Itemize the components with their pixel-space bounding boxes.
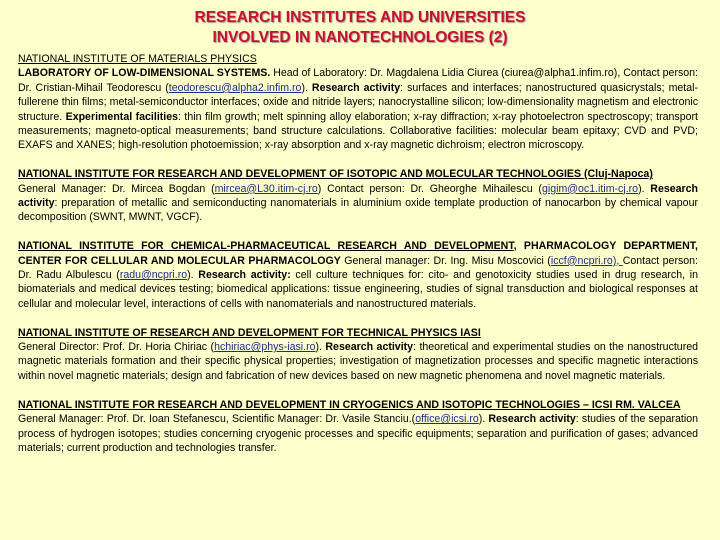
institute-heading: NATIONAL INSTITUTE FOR RESEARCH AND DEVELOPMENT OF ISOTOPIC AND MOLECULAR TECHNOLOGIES (Cluj-Napoca) — [18, 168, 653, 181]
research-activity-label: Research activity: — [198, 269, 291, 282]
research-activity-label: Research activity — [311, 81, 401, 94]
section-text: : studies of the separation process of hydrogen isotopes; studies concerning cryogenic processes and specific equipments; separation and purification of gases; advanced materials; current production and technologies transfer. — [18, 413, 699, 454]
section-text: Head of Laboratory: Dr. Magdalena Lidia Ciurea (ciurea@alpha1.infim.ro), Contact person: Dr. Cristian-Mihail Teodorescu ( — [18, 67, 698, 94]
institute-heading: NATIONAL INSTITUTE FOR RESEARCH AND DEVELOPMENT IN CRYOGENICS AND ISOTOPIC TECHNOLOGIES – ICSI RM. VALCEA — [18, 398, 681, 411]
institute-heading: NATIONAL INSTITUTE OF MATERIALS PHYSICS — [18, 53, 257, 65]
research-activity-label: Research activity — [18, 182, 698, 210]
section-text: : thin film growth; melt spinning alloy elaboration; x-ray diffraction; x-ray photoelectron spectroscopy; transport measurements; magneto-optical measurements; band structure calculations. Collaborative facilities: molecular beam epitaxy; CVD and PVD; EXAFS and XANES; high-resolution photoemission; x-ray absorption and x-ray magnetic dichroism; electron microscopy. — [18, 110, 698, 152]
section-text: ). — [478, 413, 489, 426]
institute-heading: NATIONAL INSTITUTE FOR CHEMICAL-PHARMACEUTICAL RESEARCH AND DEVELOPMENT — [18, 240, 514, 253]
section-text: cell culture techniques for: cito- and genotoxicity studies used in drug research, in biomaterials and medical devices testing; biomedical applications: tissue engineering, studies of signal transduction and biological responses at cellular and molecular level, interactions of cells with nanomaterials and nanostructured materials. — [18, 269, 698, 310]
section-text: : preparation of metallic and semiconducting nanomaterials in aluminium oxide template production of nanocarbon by chemical vapour decomposition (SWNT, MWNT, VGCF). — [18, 197, 698, 224]
research-activity-label: Research activity — [325, 341, 414, 354]
section-text: General manager: Dr. Ing. Misu Moscovici ( — [340, 254, 551, 267]
section-text: : surfaces and interfaces; nanostructured quasicrystals; metal-fullerene thin films; metal-semiconductor interfaces; oxide and nitride layers; nanocrystalline silicon; low-dimensionality magnetism and electronic structure. — [18, 81, 699, 123]
section-text: General Manager: Dr. Mircea Bogdan ( — [18, 182, 215, 195]
section-text: General Manager: Prof. Dr. Ioan Stefanescu, Scientific Manager: Dr. Vasile Stanciu.( — [18, 413, 416, 426]
title-line-2: INVOLVED IN NANOTECHNOLOGIES (2) — [212, 29, 508, 46]
experimental-facilities-label: Experimental facilities — [65, 110, 179, 123]
institute-isotopic-molecular — [18, 167, 698, 225]
institute-materials-physics — [18, 52, 698, 153]
email-link[interactable]: hchiriac@phys-iasi.ro — [214, 341, 316, 354]
institutes-list — [18, 52, 698, 470]
email-link[interactable]: office@icsi.ro — [415, 413, 479, 426]
section-text: ). — [301, 81, 312, 94]
institute-chemical-pharmaceutical — [18, 239, 698, 311]
institute-cryogenics-isotopic — [18, 398, 698, 456]
lab-name: LABORATORY OF LOW-DIMENSIONAL SYSTEMS. — [18, 67, 271, 80]
institute-heading-rest: , PHARMACOLOGY DEPARTMENT, CENTER FOR CELLULAR AND MOLECULAR PHARMACOLOGY — [18, 240, 698, 267]
email-link[interactable]: teodorescu@alpha2.infim.ro — [168, 81, 302, 94]
section-text: : theoretical and experimental studies on the nanostructured magnetic materials formation and their specific physical properties; investigation of magnetization processes and specific magnetic interactions within novel magnetic materials; design and fabrication of new devices based on new magnetic phenomena and novel magnetic materials. — [18, 341, 699, 382]
section-text: ) Contact person: Dr. Gheorghe Mihailescu ( — [317, 182, 542, 195]
email-link[interactable]: radu@ncpri.ro — [119, 269, 188, 282]
page-title — [0, 8, 720, 48]
email-link[interactable]: iccf@ncpri.ro), — [550, 254, 623, 267]
email-link[interactable]: mircea@L30.itim-cj.ro — [214, 182, 318, 195]
title-line-1: RESEARCH INSTITUTES AND UNIVERSITIES — [194, 9, 526, 26]
institute-technical-physics — [18, 326, 698, 384]
email-link[interactable]: gigim@oc1.itim-cj.ro — [541, 182, 639, 195]
section-text: General Director: Prof. Dr. Horia Chiriac ( — [18, 341, 215, 354]
section-text: ). — [315, 341, 326, 354]
section-text: Contact person: Dr. Radu Albulescu ( — [18, 254, 698, 282]
section-text: ). — [638, 182, 651, 195]
section-text: ). — [187, 269, 199, 282]
research-activity-label: Research activity — [488, 413, 576, 426]
institute-heading: NATIONAL INSTITUTE OF RESEARCH AND DEVELOPMENT FOR TECHNICAL PHYSICS IASI — [18, 326, 481, 339]
